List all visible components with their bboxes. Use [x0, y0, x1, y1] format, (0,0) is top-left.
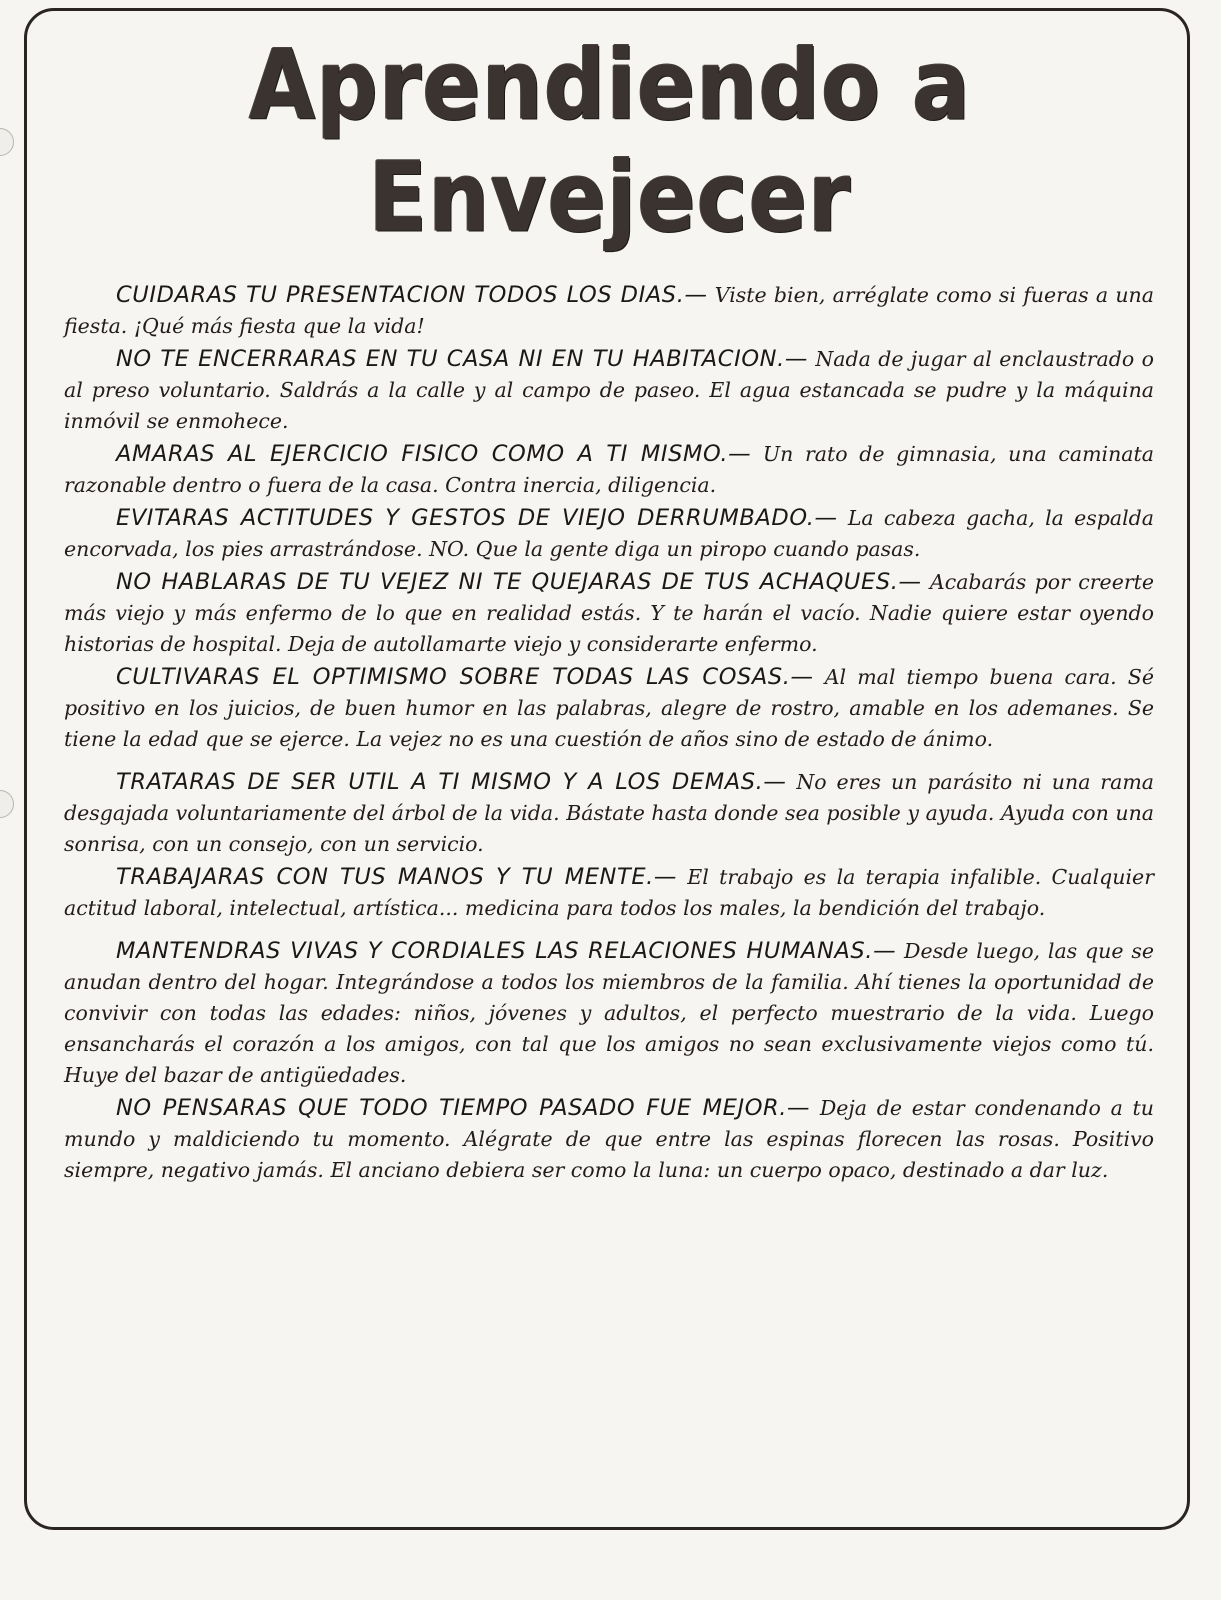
paragraph-text: Acabarás por creerte más viejo y más enfermo de lo que en realidad estás. Y te harán el vacío. Nadie quiere estar oyendo historias de hospital. Deja de autollamarte viejo y considerarte enfermo.: [64, 570, 1154, 656]
paragraph-optimismo: [64, 662, 1154, 755]
paragraph-vejez: [64, 567, 1154, 660]
paragraph-trabajaras: [64, 862, 1154, 924]
paragraph-heading: MANTENDRAS VIVAS Y CORDIALES LAS RELACIONES HUMANAS.—: [116, 938, 897, 964]
paragraph-heading: EVITARAS ACTITUDES Y GESTOS DE VIEJO DERRUMBADO.—: [116, 505, 838, 531]
paragraph-encerraras: [64, 344, 1154, 437]
paragraph-actitudes: [64, 503, 1154, 565]
paragraph-text: No eres un parásito ni una rama desgajada voluntariamente del árbol de la vida. Bástate hasta donde sea posible y ayuda. Ayuda con una sonrisa, con un consejo, con un servicio.: [64, 770, 1154, 856]
paragraph-heading: CULTIVARAS EL OPTIMISMO SOBRE TODAS LAS COSAS.—: [116, 664, 814, 690]
punch-hole-mark: [0, 790, 14, 818]
paragraph-text: Viste bien, arréglate como si fueras a una fiesta. ¡Qué más fiesta que la vida!: [64, 283, 1154, 338]
paragraph-heading: TRABAJARAS CON TUS MANOS Y TU MENTE.—: [116, 864, 678, 890]
paragraph-text: Al mal tiempo buena cara. Sé positivo en los juicios, de buen humor en las palabras, alegre de rostro, amable en los ademanes. Se tiene la edad que se ejerce. La vejez no es una cuestión de años sino de estado de ánimo.: [64, 665, 1154, 751]
paragraph-text: Un rato de gimnasia, una caminata razonable dentro o fuera de la casa. Contra inercia, diligencia.: [64, 442, 1154, 497]
paragraph-text: Deja de estar condenando a tu mundo y maldiciendo tu momento. Alégrate de que entre las espinas florecen las rosas. Positivo siempre, negativo jamás. El anciano debiera ser como la luna: un cuerpo opaco, destinado a dar luz.: [64, 1096, 1154, 1182]
paragraph-text: Nada de jugar al enclaustrado o al preso voluntario. Saldrás a la calle y al campo de paseo. El agua estancada se pudre y la máquina inmóvil se enmohece.: [64, 347, 1154, 433]
paragraph-heading: AMARAS AL EJERCICIO FISICO COMO A TI MISMO.—: [116, 441, 752, 467]
paragraph-util: [64, 767, 1154, 860]
paragraph-heading: NO PENSARAS QUE TODO TIEMPO PASADO FUE MEJOR.—: [116, 1095, 811, 1121]
paragraph-relaciones: [64, 936, 1154, 1091]
paragraph-heading: NO HABLARAS DE TU VEJEZ NI TE QUEJARAS DE TUS ACHAQUES.—: [116, 569, 922, 595]
document-title: Aprendiendo a Envejecer: [248, 30, 972, 254]
paragraph-heading: NO TE ENCERRARAS EN TU CASA NI EN TU HABITACION.—: [116, 346, 808, 372]
paragraph-ejercicio: [64, 439, 1154, 501]
paragraph-text: La cabeza gacha, la espalda encorvada, los pies arrastrándose. NO. Que la gente diga un piropo cuando pasas.: [64, 506, 1154, 561]
paragraph-text: Desde luego, las que se anudan dentro del hogar. Integrándose a todos los miembros de la familia. Ahí tienes la oportunidad de convivir con todas las edades: niños, jóvenes y adultos, el perfecto muestrario de la vida. Luego ensancharás el corazón a los amigos, con tal que los amigos no sean exclusivamente viejos como tú. Huye del bazar de antigüedades.: [64, 939, 1154, 1087]
paragraph-presentacion: [64, 280, 1154, 342]
document-body: [64, 280, 1154, 1188]
paragraph-tiempo-pasado: [64, 1093, 1154, 1186]
punch-hole-mark: [0, 128, 14, 156]
paragraph-text: El trabajo es la terapia infalible. Cualquier actitud laboral, intelectual, artística... medicina para todos los males, la bendición del trabajo.: [64, 865, 1154, 920]
paragraph-heading: CUIDARAS TU PRESENTACION TODOS LOS DIAS.—: [116, 282, 708, 308]
paragraph-heading: TRATARAS DE SER UTIL A TI MISMO Y A LOS DEMAS.—: [116, 769, 787, 795]
